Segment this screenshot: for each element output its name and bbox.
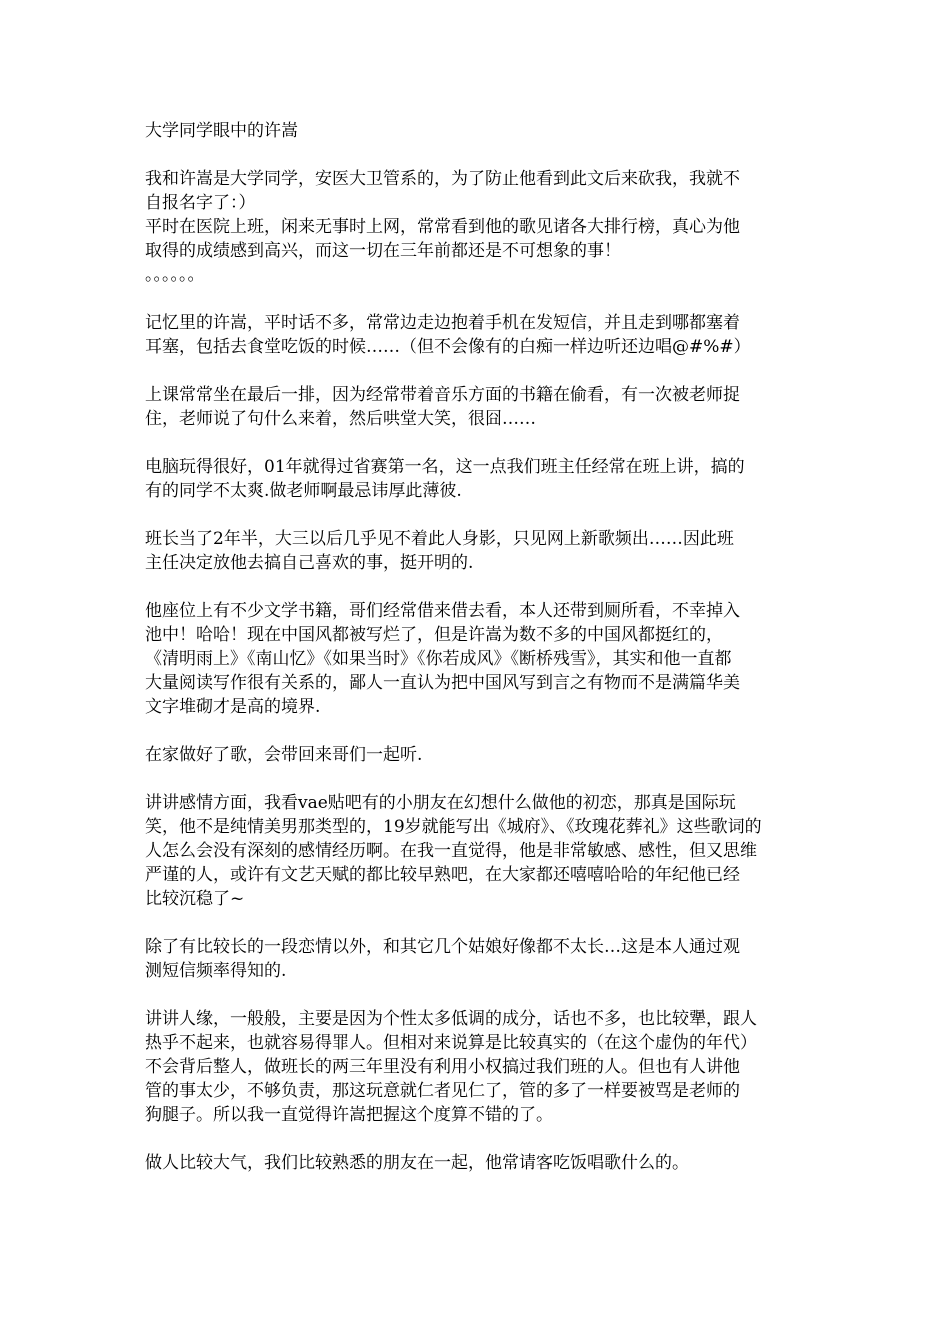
document-title: 大学同学眼中的许嵩 [145,121,298,141]
paragraph [145,383,810,431]
paragraph [145,527,810,575]
text-line: 上课常常坐在最后一排，因为经常带着音乐方面的书籍在偷看，有一次被老师捉 [145,385,740,405]
text-line: 池中！哈哈！现在中国风都被写烂了，但是许嵩为数不多的中国风都挺红的， [145,625,723,645]
text-line: 班长当了2年半，大三以后几乎见不着此人身影，只见网上新歌频出……因此班 [145,529,734,549]
text-line: 平时在医院上班，闲来无事时上网，常常看到他的歌见诸各大排行榜，真心为他 [145,217,740,237]
text-line: 我和许嵩是大学同学，安医大卫管系的，为了防止他看到此文后来砍我，我就不 [145,169,740,189]
text-line: 取得的成绩感到高兴，而这一切在三年前都还是不可想象的事！ [145,241,621,261]
text-line: 有的同学不太爽.做老师啊最忌讳厚此薄彼. [145,481,462,501]
text-line: 自报名字了：） [145,193,256,213]
paragraph [145,1007,810,1127]
text-line: 狗腿子。所以我一直觉得许嵩把握这个度算不错的了。 [145,1105,553,1125]
paragraph [145,455,810,503]
paragraph [145,1151,810,1175]
paragraph [145,743,810,767]
text-line: 住，老师说了句什么来着，然后哄堂大笑，很囧…… [145,409,536,429]
text-line: 严谨的人，或许有文艺天赋的都比较早熟吧，在大家都还嘻嘻哈哈的年纪他已经 [145,865,740,885]
text-line: 。。。。。。 [145,265,205,285]
document-page [145,119,810,1199]
text-line: 文字堆砌才是高的境界. [145,697,321,717]
paragraph [145,935,810,983]
text-line: 热乎不起来，也就容易得罪人。但相对来说算是比较真实的（在这个虚伪的年代） [145,1033,757,1053]
text-line: 测短信频率得知的. [145,961,287,981]
paragraph [145,599,810,719]
text-line: 《清明雨上》《南山忆》《如果当时》《你若成风》《断桥残雪》，其实和他一直都 [145,649,732,669]
paragraph [145,167,810,287]
text-line: 他座位上有不少文学书籍，哥们经常借来借去看，本人还带到厕所看，不幸掉入 [145,601,740,621]
document-body [145,167,810,1175]
text-line: 在家做好了歌，会带回来哥们一起听. [145,745,423,765]
text-line: 讲讲人缘，一般般，主要是因为个性太多低调的成分，话也不多，也比较犟，跟人 [145,1009,757,1029]
text-line: 耳塞，包括去食堂吃饭的时候……（但不会像有的白痴一样边听还边唱@#%#） [145,337,751,357]
text-line: 讲讲感情方面，我看vae贴吧有的小朋友在幻想什么做他的初恋，那真是国际玩 [145,793,736,813]
text-line: 大量阅读写作很有关系的，鄙人一直认为把中国风写到言之有物而不是满篇华美 [145,673,740,693]
text-line: 除了有比较长的一段恋情以外，和其它几个姑娘好像都不太长…这是本人通过观 [145,937,740,957]
text-line: 不会背后整人，做班长的两三年里没有利用小权搞过我们班的人。但也有人讲他 [145,1057,740,1077]
paragraph [145,791,810,911]
text-line: 电脑玩得很好，01年就得过省赛第一名，这一点我们班主任经常在班上讲，搞的 [145,457,745,477]
text-line: 比较沉稳了~ [145,889,245,909]
text-line: 管的事太少，不够负责，那这玩意就仁者见仁了，管的多了一样要被骂是老师的 [145,1081,740,1101]
text-line: 做人比较大气，我们比较熟悉的朋友在一起，他常请客吃饭唱歌什么的。 [145,1153,689,1173]
text-line: 记忆里的许嵩，平时话不多，常常边走边抱着手机在发短信，并且走到哪都塞着 [145,313,740,333]
text-line: 人怎么会没有深刻的感情经历啊。在我一直觉得，他是非常敏感、感性，但又思维 [145,841,757,861]
paragraph [145,311,810,359]
text-line: 笑，他不是纯情美男那类型的，19岁就能写出《城府》、《玫瑰花葬礼》这些歌词的 [145,817,762,837]
text-line: 主任决定放他去搞自己喜欢的事，挺开明的. [145,553,474,573]
